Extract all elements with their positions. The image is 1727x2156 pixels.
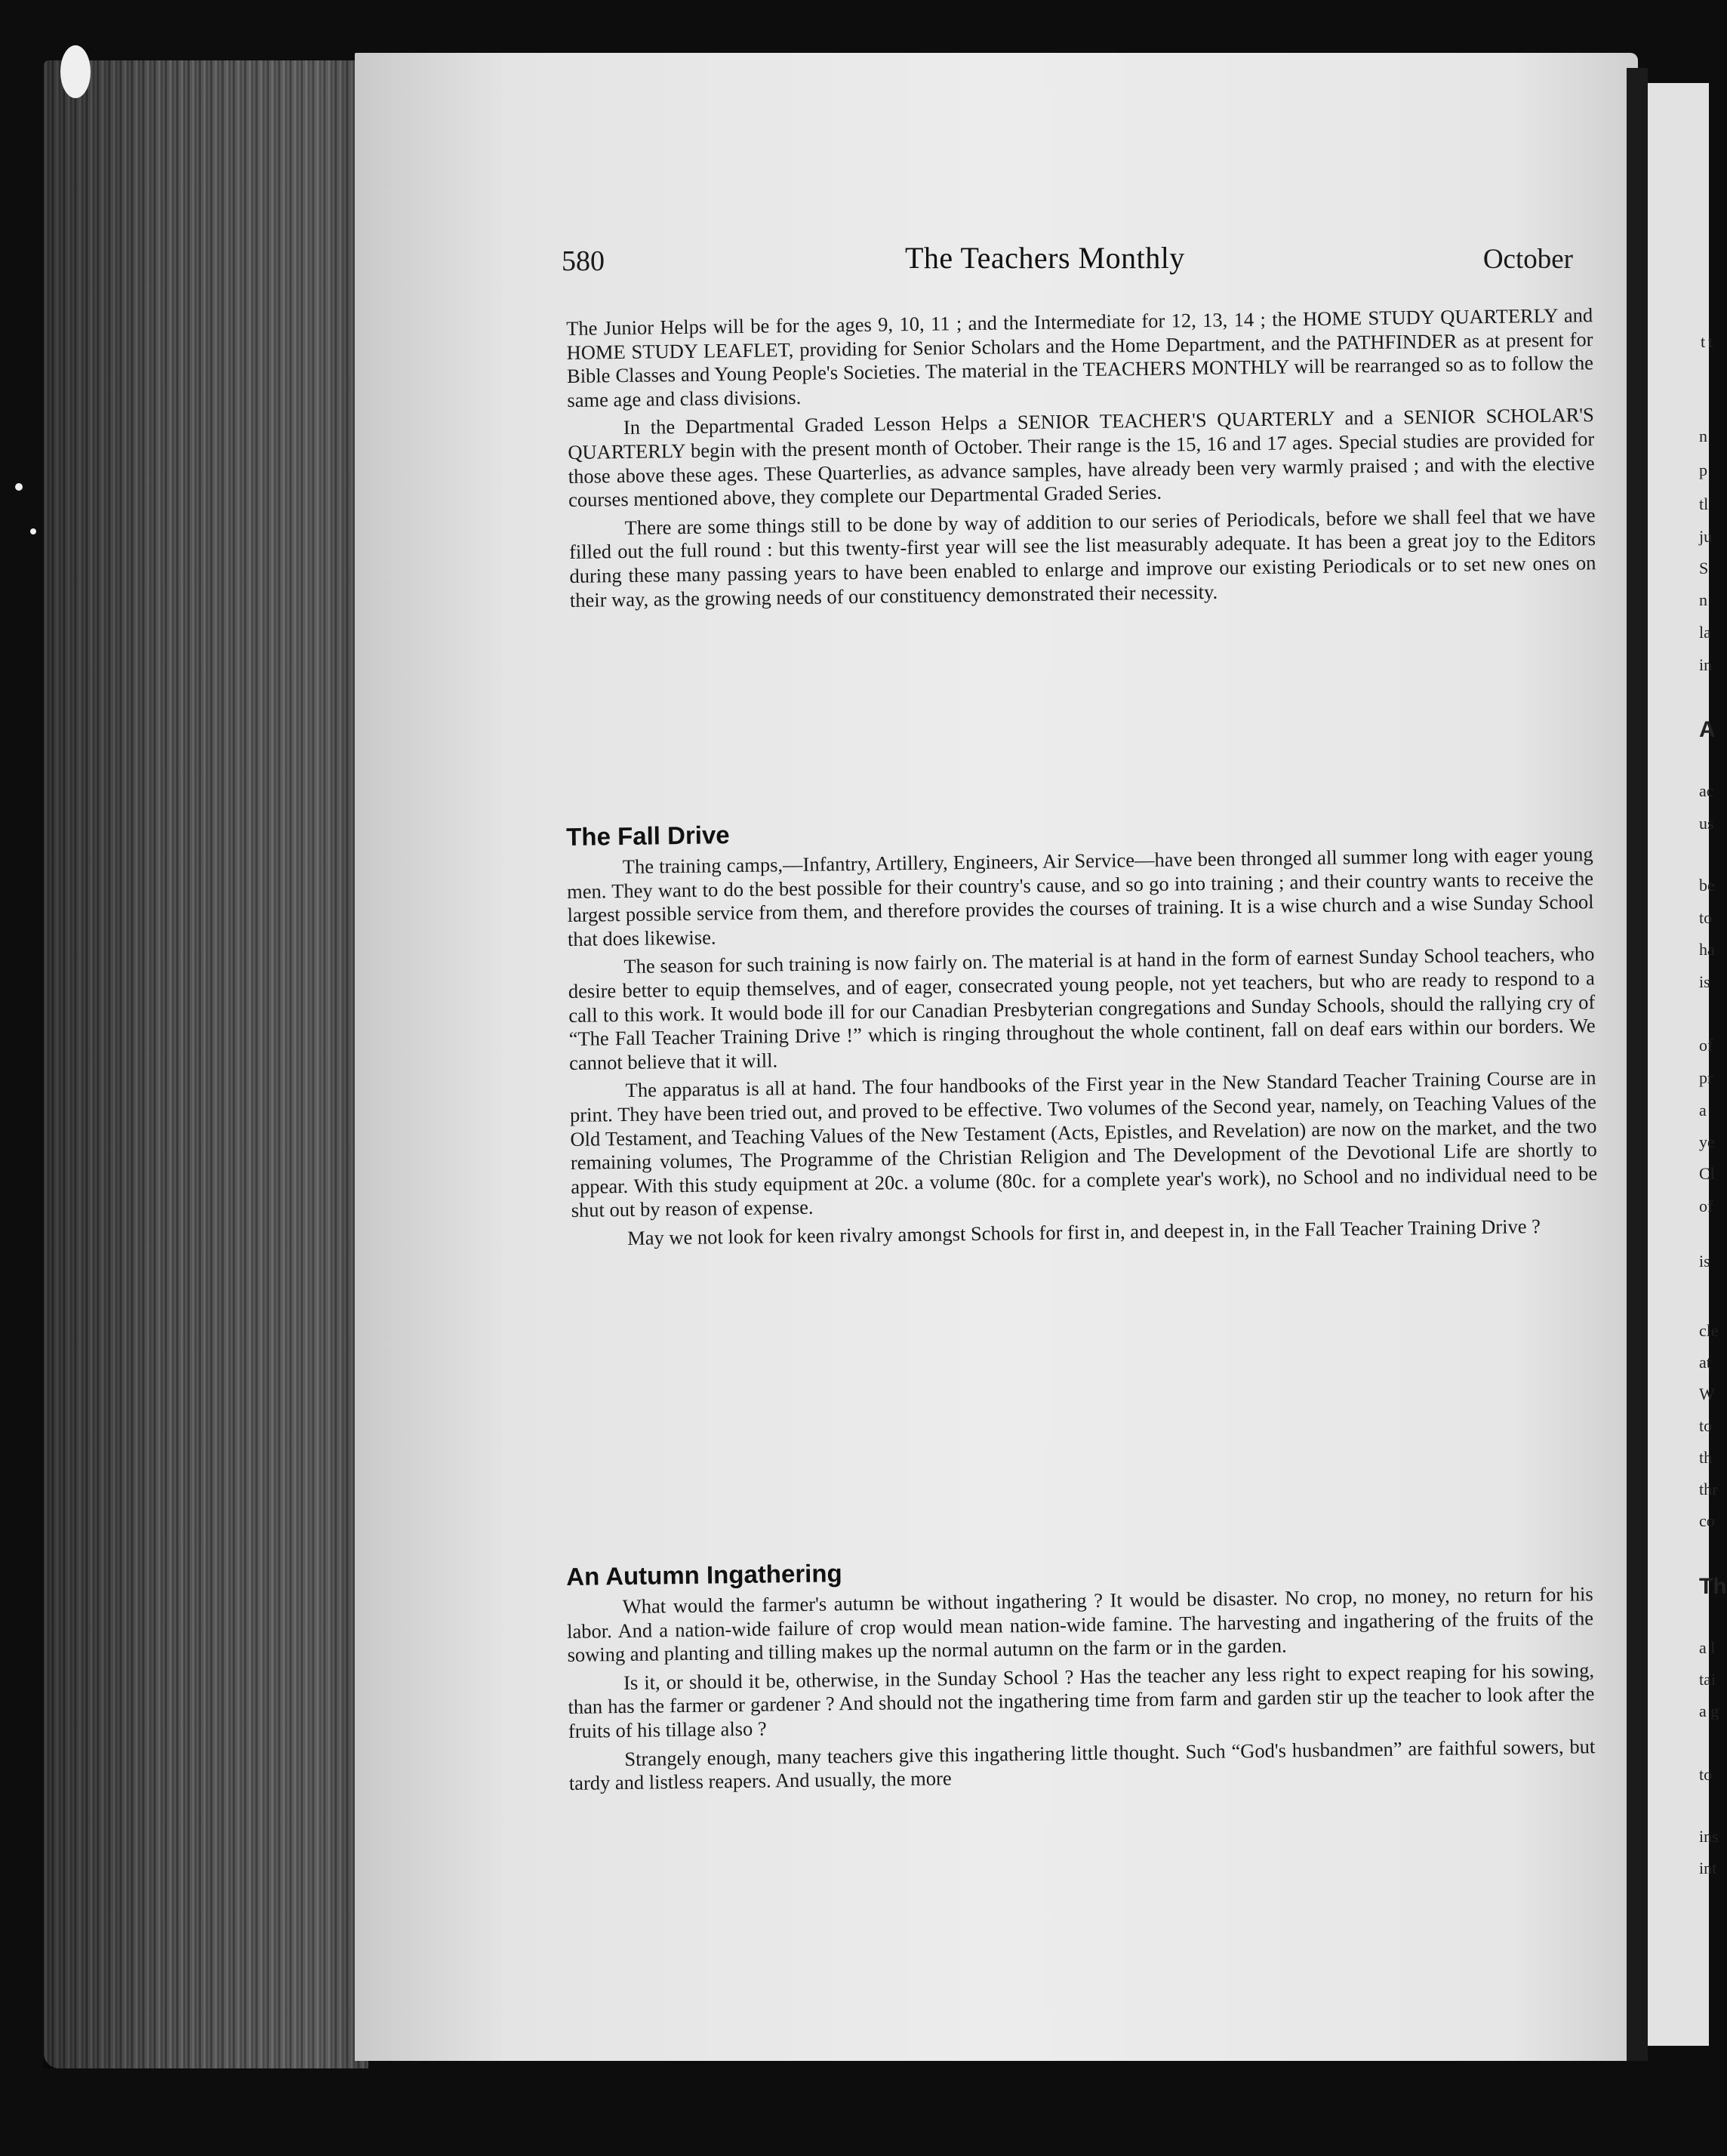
facing-page-fragment: W: [1699, 1384, 1715, 1403]
issue-month: October: [1482, 244, 1573, 275]
intro-section: [566, 303, 1596, 617]
facing-page-fragment: be: [1699, 876, 1715, 895]
facing-page-fragment: Cl: [1699, 1164, 1715, 1183]
facing-page-fragment: Th: [1699, 1574, 1727, 1599]
facing-page-fragment: ac: [1699, 781, 1714, 800]
article-paragraph: The season for such training is now fairly on. The material is at hand in the form of earnest Sunday School teachers, who desire better to equip themselves, and of eager, consecrated young people, not yet teachers, but who are ready to respond to a call to this work. It would bode ill for our Canadian Presbyterian congregations and Sunday Schools, should the rallying cry of “The Fall Teacher Training Drive !” which is ringing throughout the whole continent, fall on deaf ears within our borders. We cannot believe that it will.: [568, 942, 1596, 1074]
fall-drive-section: [566, 809, 1598, 1255]
facing-page-fragment: in: [1699, 655, 1713, 674]
facing-page-fragment: ha: [1699, 940, 1715, 959]
facing-page-fragment: us: [1699, 814, 1714, 833]
facing-page-fragment: int: [1699, 1859, 1717, 1877]
facing-page-fragment: co: [1699, 1511, 1715, 1530]
section-heading: The Fall Drive: [566, 821, 730, 851]
facing-page-fragment: is: [1699, 972, 1710, 991]
dust-speck: [15, 483, 23, 491]
facing-page-fragment: ins: [1699, 1827, 1719, 1846]
facing-page-fragment: is: [1699, 1252, 1710, 1270]
intro-paragraph: The Junior Helps will be for the ages 9, 10, 11 ; and the Intermediate for 12, 13, 14 ; the HOME STUDY QUARTERLY and HOME STUDY LEAFLET, providing for Senior Scholars and the Home Department, and the PATHFINDER as at present for Bible Classes and Young People's Societies. The material in the TEACHERS MONTHLY will be rearranged so as to follow the same age and class divisions.: [566, 303, 1594, 411]
facing-page-fragment: th: [1699, 1448, 1713, 1467]
facing-page-fragment: a g: [1699, 1702, 1719, 1720]
book-gutter: [1627, 68, 1648, 2061]
page-number: 580: [562, 245, 605, 277]
facing-page-fragment: of: [1699, 1197, 1713, 1215]
intro-paragraph: In the Departmental Graded Lesson Helps a SENIOR TEACHER'S QUARTERLY and a SENIOR SCHOLAR'S QUARTERLY begin with the present month of October. Their range is the 15, 16 and 17 ages. Special studies are provided for those above these ages. These Quarterlies, as advance samples, have already been very warmly praised ; and with the elective courses mentioned above, they complete our Departmental Graded Series.: [568, 403, 1595, 512]
facing-page-fragment: to: [1699, 1416, 1713, 1435]
facing-page-fragment: a l: [1699, 1638, 1716, 1657]
running-head: [562, 240, 1573, 285]
facing-page-fragment: thr: [1699, 1480, 1718, 1498]
facing-page-fragment: t: [1701, 332, 1706, 351]
facing-page-fragment: n: [1699, 590, 1707, 609]
facing-page-sliver: [1648, 83, 1727, 2046]
facing-page-fragment: la: [1699, 623, 1711, 642]
facing-page-fragment: pr: [1699, 1068, 1713, 1087]
article-paragraph: The apparatus is all at hand. The four handbooks of the First year in the New Standard Teacher Training Course are in print. They have been tried out, and proved to be effective. Two volumes of the Second year, namely, on Teaching Values of the Old Testament, and Teaching Values of the New Testament (Acts, Epistles, and Revelation) are now on the market, and the two remaining volumes, The Programme of the Christian Religion and The Development of the Devotional Life are shortly to appear. With this study equipment at 20c. a volume (80c. for a complete year's work), no School and no individual need to be shut out by reason of expense.: [569, 1066, 1598, 1222]
facing-page-fragment: p: [1699, 460, 1707, 479]
facing-page-fragment: at: [1699, 1353, 1711, 1372]
book-page-edges: [44, 60, 368, 2068]
facing-page-fragment: to: [1699, 1765, 1713, 1784]
journal-title: The Teachers Monthly: [905, 241, 1185, 275]
dust-speck: [30, 528, 36, 534]
intro-paragraph: There are some things still to be done by way of addition to our series of Periodicals, before we shall feel that we have filled out the full round : but this twenty-first year will see the list measurably adequate. It has been a great joy to the Editors during these many passing years to have been enabled to enlarge and improve our existing Periodicals or to set new ones on their way, as the growing needs of our constituency demonstrated their necessity.: [568, 503, 1596, 611]
article-paragraph: May we not look for keen rivalry amongst Schools for first in, and deepest in, in the Fall Teacher Training Drive ?: [627, 1215, 1541, 1249]
facing-page-fragment: cle: [1699, 1321, 1719, 1340]
article-paragraph: Is it, or should it be, otherwise, in the Sunday School ? Has the teacher any less right to expect reaping for his sowing, than has the farmer or gardener ? And should not the ingathering time from farm and garden stir up the teacher to look after the fruits of his tillage also ?: [568, 1658, 1595, 1742]
dust-speck: [60, 45, 91, 98]
facing-page-fragment: ye: [1699, 1132, 1715, 1151]
facing-page-fragment: tai: [1699, 1670, 1716, 1689]
autumn-ingathering-section: [566, 1549, 1596, 1800]
facing-page-fragment: of: [1699, 1036, 1713, 1055]
article-paragraph: Strangely enough, many teachers give this ingathering little thought. Such “God's husbandmen” are faithful sowers, but tardy and listless reapers. And usually, the more: [568, 1734, 1596, 1795]
section-heading: An Autumn Ingathering: [566, 1559, 842, 1591]
facing-page-fragment: a: [1699, 1101, 1707, 1120]
facing-page-fragment: S: [1699, 559, 1709, 578]
article-paragraph: What would the farmer's autumn be without ingathering ? It would be disaster. No crop, no money, no return for his labor. And a nation-wide failure of crop would mean nation-wide famine. The harvesting and ingathering of the fruits of the sowing and planting and tilling makes up the normal autumn on the farm or in the garden.: [566, 1582, 1594, 1667]
facing-page-fragment: ju: [1699, 527, 1713, 546]
facing-page-fragment: to: [1699, 908, 1713, 927]
facing-page-fragment: n: [1699, 427, 1707, 445]
facing-page-fragment: A: [1699, 717, 1716, 742]
facing-page-fragment: tl: [1699, 494, 1709, 513]
facing-page-fragment: t: [1708, 332, 1713, 351]
article-paragraph: The training camps,—Infantry, Artillery, Engineers, Air Service—have been thronged all summer long with eager young men. They want to do the best possible for their country's cause, and so go into training ; and their country wants to receive the largest possible service from them, and therefore provides the courses of training. It is a wise church and a wise Sunday School that does likewise.: [566, 842, 1594, 950]
